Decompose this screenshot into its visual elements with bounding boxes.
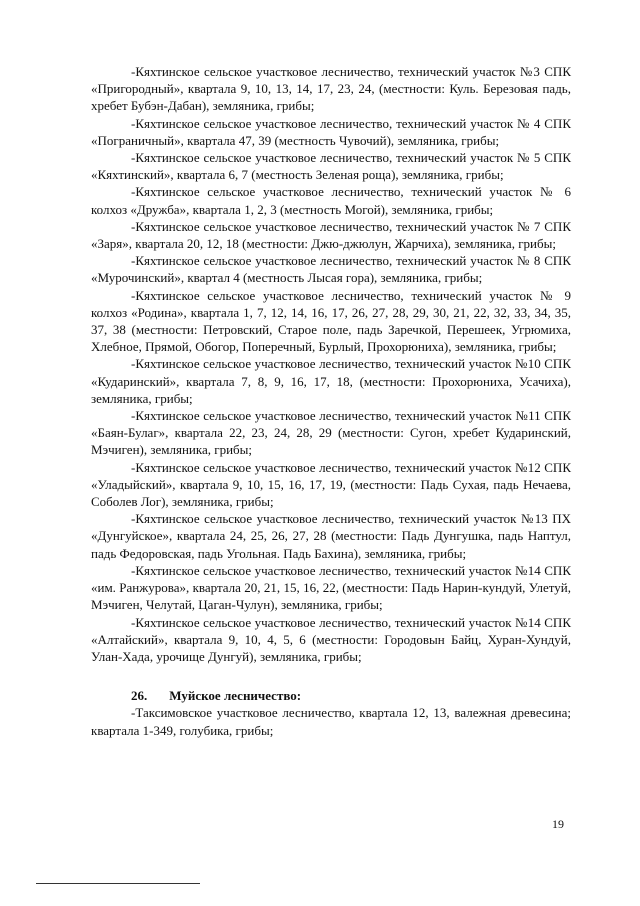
- paragraph-8: -Кяхтинское сельское участковое лесничество, технический участок №10 СПК «Кударинский», квартала 7, 8, 9, 16, 17, 18, (местности: Прохорюниха, Усачиха), земляника, грибы;: [91, 356, 571, 406]
- paragraph-1: -Кяхтинское сельское участковое лесничество, технический участок №3 СПК «Пригородный», квартала 9, 10, 13, 14, 17, 23, 24, (местности: Куль. Березовая падь, хребет Бубэн-Дабан), земляника, грибы;: [91, 64, 571, 114]
- section-title: Муйское лесничество:: [169, 688, 302, 704]
- section-paragraph-1: -Таксимовское участковое лесничество, квартала 12, 13, валежная древесина; квартала 1-349, голубика, грибы;: [91, 705, 571, 738]
- paragraph-11: -Кяхтинское сельское участковое лесничество, технический участок №13 ПХ «Дунгуйское», квартала 24, 25, 26, 27, 28 (местности: Падь Дунгушка, падь Наптул, падь Федоровская, падь Угольная. Падь Бахина), земляника, грибы;: [91, 511, 571, 561]
- section-heading: [91, 687, 571, 704]
- page-number: 19: [552, 817, 564, 831]
- paragraph-12: -Кяхтинское сельское участковое лесничество, технический участок №14 СПК «им. Ранжурова», квартала 20, 21, 15, 16, 22, (местности: Падь Нарин-кундуй, Улетуй, Мэчиген, Челутай, Цаган-Чулун), земляника, грибы;: [91, 562, 571, 613]
- paragraph-13: -Кяхтинское сельское участковое лесничество, технический участок №14 СПК «Алтайский», квартала 9, 10, 4, 5, 6 (местности: Городовын Байц, Хуран-Хундуй, Улан-Хада, урочище Дунгуй), земляника, грибы;: [91, 614, 571, 664]
- paragraph-4: -Кяхтинское сельское участковое лесничество, технический участок № 6 колхоз «Дружба», квартала 1, 2, 3 (местность Могой), земляника, грибы;: [91, 184, 571, 217]
- paragraph-3: -Кяхтинское сельское участковое лесничество, технический участок № 5 СПК «Кяхтинский», квартала 6, 7 (местность Зеленая роща), земляника, грибы;: [91, 150, 571, 183]
- paragraph-9: -Кяхтинское сельское участковое лесничество, технический участок №11 СПК «Баян-Булаг», квартала 22, 23, 24, 28, 29 (местности: Сугон, хребет Кударинский, Мэчиген), земляника, грибы;: [91, 408, 571, 458]
- paragraph-2: -Кяхтинское сельское участковое лесничество, технический участок № 4 СПК «Пограничный», квартала 47, 39 (местность Чувочий), земляника, грибы;: [91, 115, 571, 148]
- paragraph-6: -Кяхтинское сельское участковое лесничество, технический участок № 8 СПК «Мурочинский», квартал 4 (местность Лысая гора), земляника, грибы;: [91, 253, 571, 286]
- document-body: [91, 63, 571, 739]
- paragraph-7: -Кяхтинское сельское участковое лесничество, технический участок № 9 колхоз «Родина», квартала 1, 7, 12, 14, 16, 17, 26, 27, 28, 29, 30, 21, 22, 32, 33, 34, 35, 37, 38 (местности: Петровский, Старое поле, падь Заречкой, Перешеек, Угрюмиха, Хлебное, Прямой, Обогор, Поперечный, Бурлый, Прохорюниха), земляника, грибы;: [91, 287, 571, 355]
- section-number: 26.: [131, 688, 148, 704]
- paragraph-5: -Кяхтинское сельское участковое лесничество, технический участок № 7 СПК «Заря», квартала 20, 12, 18 (местности: Джю-джюлун, Жарчиха), земляника, грибы;: [91, 218, 571, 252]
- footer-rule: [36, 883, 200, 884]
- paragraph-10: -Кяхтинское сельское участковое лесничество, технический участок №12 СПК «Уладыйский», квартала 9, 10, 15, 16, 17, 19, (местности: Падь Сухая, падь Нечаева, Соболев Лог), земляника, грибы;: [91, 459, 571, 510]
